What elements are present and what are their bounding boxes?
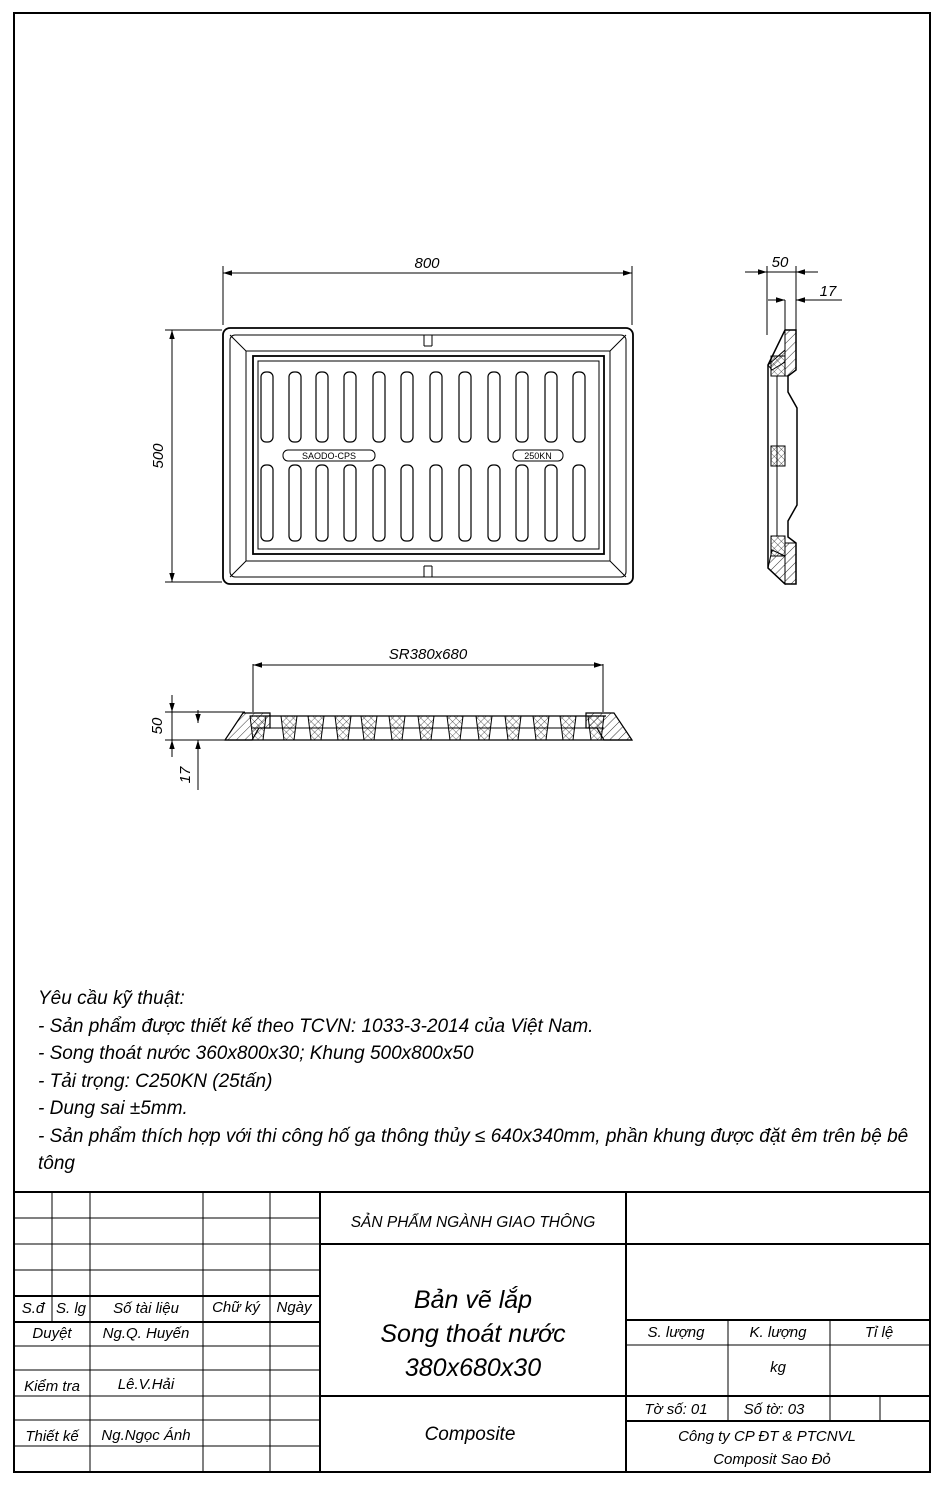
grate-slot — [261, 465, 273, 541]
grate-slot — [401, 372, 413, 442]
section-rib — [476, 716, 492, 740]
plate-right-text: 250KN — [524, 451, 552, 461]
name-thiet-ke: Ng.Ngọc Ánh — [101, 1427, 191, 1444]
grate-slot — [316, 465, 328, 541]
section-rib — [418, 716, 434, 740]
role-thiet-ke: Thiết kế — [25, 1428, 79, 1445]
grate-slot — [459, 372, 471, 442]
grate-slot — [289, 465, 301, 541]
grate-slot — [430, 372, 442, 442]
section-view — [149, 646, 632, 790]
title-block-text — [22, 1213, 893, 1468]
title-line-2: Song thoát nước — [380, 1320, 566, 1348]
note-line-1: - Sản phẩm được thiết kế theo TCVN: 1033-3-2014 của Việt Nam. — [38, 1015, 594, 1037]
role-duyet: Duyệt — [32, 1325, 72, 1342]
section-rib — [588, 716, 604, 740]
name-kiem-tra: Lê.V.Hải — [117, 1376, 175, 1393]
section-rib — [250, 716, 266, 740]
side-dim-inner-label: 17 — [819, 283, 837, 300]
grate-slot — [545, 372, 557, 442]
plate-left-text: SAODO-CPS — [301, 451, 357, 461]
section-rib — [533, 716, 549, 740]
side-view — [745, 254, 842, 584]
header-ngay: Ngày — [276, 1299, 312, 1316]
s-luong-label: S. lượng — [647, 1324, 705, 1341]
company-line-2: Composit Sao Đỏ — [713, 1451, 831, 1468]
to-so-label: Tờ số: 01 — [644, 1401, 708, 1418]
grate-slot — [573, 465, 585, 541]
title-line-3: 380x680x30 — [404, 1354, 542, 1382]
grate-slot — [459, 465, 471, 541]
grate-slot — [344, 465, 356, 541]
grate-slot — [573, 372, 585, 442]
section-rib — [447, 716, 463, 740]
role-kiem-tra: Kiểm tra — [24, 1378, 80, 1395]
grate-slot — [289, 372, 301, 442]
title-line-1: Bản vẽ lắp — [413, 1286, 533, 1314]
so-to-label: Số tờ: 03 — [743, 1401, 805, 1418]
side-dim-top-label: 50 — [771, 254, 789, 271]
notes-heading: Yêu cầu kỹ thuật: — [38, 988, 185, 1009]
k-luong-label: K. lượng — [749, 1324, 807, 1341]
grate-slot — [516, 372, 528, 442]
dim-width-label: 800 — [414, 255, 440, 272]
material-label: Composite — [424, 1424, 516, 1445]
note-line-3: - Tải trọng: C250KN (25tấn) — [38, 1070, 273, 1092]
sheet-border — [14, 13, 930, 1472]
section-rib — [505, 716, 521, 740]
plan-view — [150, 255, 633, 584]
header-sd: S.đ — [21, 1300, 45, 1317]
note-line-2: - Song thoát nước 360x800x30; Khung 500x800x50 — [38, 1043, 474, 1064]
dim-height-label: 500 — [150, 443, 167, 469]
ti-le-label: Tỉ lệ — [864, 1324, 894, 1341]
technical-notes — [38, 985, 933, 1178]
note-line-5: - Sản phẩm thích hợp với thi công hố ga thông thủy ≤ 640x340mm, phần khung được đặt êm trên bệ bê tông — [38, 1125, 909, 1174]
grate-slot — [545, 465, 557, 541]
section-rib — [335, 716, 351, 740]
grate-slot — [488, 372, 500, 442]
section-rib — [389, 716, 405, 740]
grate-slot — [261, 372, 273, 442]
section-rib — [308, 716, 324, 740]
unit-label: kg — [770, 1359, 786, 1376]
header-chu-ky: Chữ ký — [212, 1299, 260, 1316]
section-dim-height-label: 50 — [149, 717, 166, 735]
section-dim-span-label: SR380x680 — [388, 646, 468, 663]
category-label: SẢN PHẨM NGÀNH GIAO THÔNG — [350, 1214, 596, 1231]
note-line-4: - Dung sai ±5mm. — [38, 1098, 188, 1119]
grate-slot — [373, 372, 385, 442]
grate-slot — [516, 465, 528, 541]
grate-slot — [401, 465, 413, 541]
grate-slot — [488, 465, 500, 541]
header-so-tai-lieu: Số tài liệu — [113, 1300, 179, 1317]
name-duyet: Ng.Q. Huyến — [102, 1325, 190, 1342]
company-line-1: Công ty CP ĐT & PTCNVL — [678, 1428, 856, 1445]
section-rib — [560, 716, 576, 740]
grate-slot — [316, 372, 328, 442]
grate-slot — [430, 465, 442, 541]
header-slg: S. lg — [55, 1300, 87, 1317]
section-rib — [281, 716, 297, 740]
grate-slot — [344, 372, 356, 442]
section-dim-inner-label: 17 — [177, 766, 194, 784]
grate-slot — [373, 465, 385, 541]
section-rib — [361, 716, 377, 740]
